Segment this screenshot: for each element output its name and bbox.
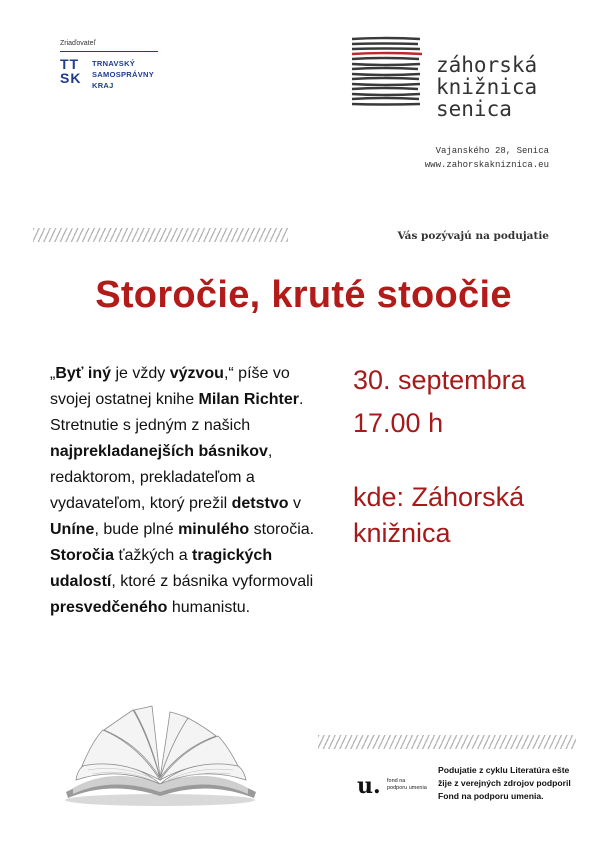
description-text: . Stretnutie s jedným z našich (50, 391, 304, 434)
description-emphasis: tragických udalostí (50, 547, 273, 590)
description-text: , ktoré z básnika vyformovali (111, 573, 314, 590)
ttsk-name-line: TRNAVSKÝ (92, 59, 136, 68)
library-name-line: knižnica (436, 75, 538, 99)
event-date: 30. septembra (353, 365, 526, 395)
description-emphasis: Storočia (50, 547, 115, 564)
description-emphasis: presvedčeného (50, 599, 168, 616)
description-text: ťažkých a (114, 547, 193, 564)
ttsk-name-line: SAMOSPRÁVNY (92, 70, 155, 79)
ttsk-name (92, 58, 154, 91)
library-name-line: senica (436, 97, 512, 121)
description-emphasis: detstvo (231, 495, 289, 512)
description-text: humanistu. (167, 599, 251, 616)
ttsk-logo-icon (60, 57, 86, 85)
description-emphasis: Uníne (50, 521, 95, 538)
library-address: Vajanského 28, Senica (435, 146, 549, 156)
description-text: v (288, 495, 301, 512)
library-logo-icon (350, 36, 422, 106)
event-time: 17.00 h (353, 408, 444, 438)
event-place: kde: Záhorská knižnica (353, 482, 525, 548)
description-emphasis: Byť iný (55, 365, 112, 382)
fpu-name: fond na podporu umenia (387, 778, 427, 791)
description-text: je vždy (111, 365, 170, 382)
library-contact (352, 144, 549, 172)
ttsk-mark-bottom: SK (60, 70, 82, 86)
invitation-line: Vás pozývajú na podujatie (397, 230, 549, 242)
ttsk-mark-top: TT (60, 56, 80, 72)
fpu-logo-icon: u. (357, 773, 381, 799)
open-book-icon (48, 700, 268, 810)
description-text: storočia. (249, 521, 315, 538)
decorative-stripe-bottom (318, 735, 576, 749)
description-emphasis: Milan Richter (198, 391, 299, 408)
event-title: Storočie, kruté stoočie (95, 274, 512, 316)
description-text: , redaktorom, prekladateľom a vydavateľom, ktorý prežil (50, 443, 273, 512)
description-text: „ (50, 365, 56, 382)
description-text: , bude plné (94, 521, 179, 538)
library-name-line: záhorská (436, 53, 538, 77)
description-emphasis: najprekladanejších básnikov (50, 443, 268, 460)
description-text: ,“ píše vo svojej ostatnej knihe (50, 365, 290, 408)
event-description (50, 361, 335, 621)
description-emphasis: minulého (178, 521, 250, 538)
decorative-stripe-top (33, 228, 288, 242)
founder-label: Zriaďovateľ (60, 40, 96, 47)
founder-divider (60, 51, 158, 52)
support-note: Podujatie z cyklu Literatúra ešte žije z verejných zdrojov podporil Fond na podporu umenia. (438, 765, 571, 801)
library-name (436, 54, 537, 120)
ttsk-name-line: KRAJ (92, 81, 114, 90)
description-emphasis: výzvou (169, 365, 224, 382)
library-website: www.zahorskakniznica.eu (424, 160, 549, 170)
